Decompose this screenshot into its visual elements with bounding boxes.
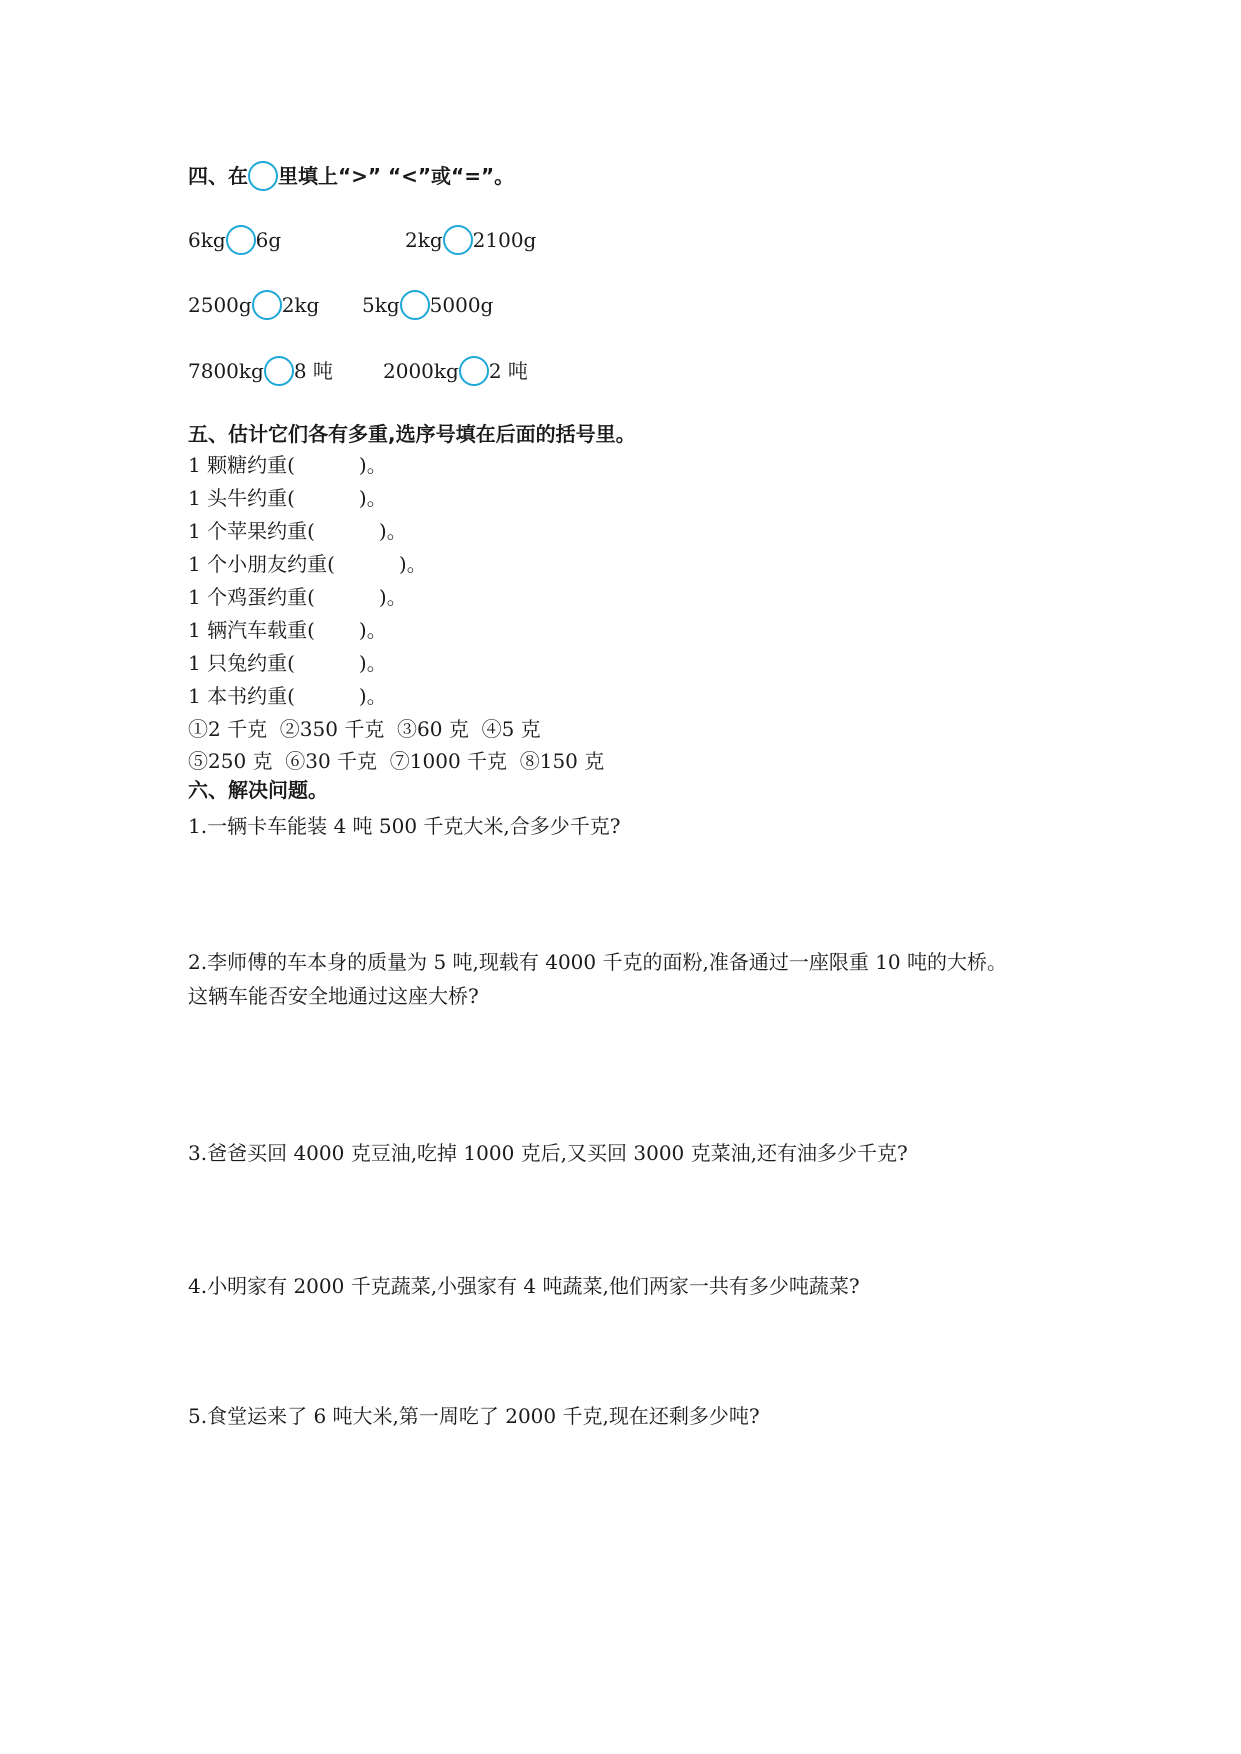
section4-title-prefix: 四、在 <box>188 164 248 188</box>
estimate-item-5: 1 个鸡蛋约重( )。 <box>188 585 407 609</box>
compare-left: 6kg <box>188 228 226 252</box>
problem-1: 1.一辆卡车能装 4 吨 500 千克大米,合多少千克? <box>188 814 621 838</box>
answer-circle-icon[interactable] <box>459 356 489 386</box>
problem-3: 3.爸爸买回 4000 克豆油,吃掉 1000 克后,又买回 3000 克菜油,还有油多少千克? <box>188 1141 908 1165</box>
compare-item-6 <box>383 355 528 386</box>
section4-title-suffix: 里填上“>” “<”或“=”。 <box>278 164 515 188</box>
estimate-item-7: 1 只兔约重( )。 <box>188 651 387 675</box>
compare-item-3 <box>188 290 319 320</box>
estimate-item-6: 1 辆汽车载重( )。 <box>188 618 387 642</box>
compare-right: 6g <box>255 228 282 252</box>
compare-item-2 <box>405 225 536 255</box>
compare-item-1 <box>188 225 281 255</box>
problem-4: 4.小明家有 2000 千克蔬菜,小强家有 4 吨蔬菜,他们两家一共有多少吨蔬菜? <box>188 1274 860 1298</box>
compare-right: 5000g <box>429 293 494 317</box>
estimate-item-1: 1 颗糖约重( )。 <box>188 453 387 477</box>
estimate-item-8: 1 本书约重( )。 <box>188 684 387 708</box>
compare-left: 7800kg <box>188 359 264 383</box>
options-line-2: ⑤250 克 ⑥30 千克 ⑦1000 千克 ⑧150 克 <box>188 749 605 773</box>
answer-circle-icon[interactable] <box>264 356 294 386</box>
compare-left: 2500g <box>188 293 252 317</box>
problem-5: 5.食堂运来了 6 吨大米,第一周吃了 2000 千克,现在还剩多少吨? <box>188 1404 760 1428</box>
compare-left: 2kg <box>405 228 443 252</box>
problem-2-continued: 这辆车能否安全地通过这座大桥? <box>188 984 479 1008</box>
options-line-1: ①2 千克 ②350 千克 ③60 克 ④5 克 <box>188 717 541 741</box>
section5-title: 五、估计它们各有多重,选序号填在后面的括号里。 <box>188 422 636 446</box>
compare-right: 8 吨 <box>293 359 333 383</box>
section4-title <box>188 160 514 191</box>
estimate-item-3: 1 个苹果约重( )。 <box>188 519 407 543</box>
answer-circle-icon[interactable] <box>443 225 473 255</box>
problem-2: 2.李师傅的车本身的质量为 5 吨,现载有 4000 千克的面粉,准备通过一座限重 10 吨的大桥。 <box>188 950 1008 974</box>
compare-left: 5kg <box>362 293 400 317</box>
answer-circle-icon[interactable] <box>252 290 282 320</box>
estimate-item-2: 1 头牛约重( )。 <box>188 486 387 510</box>
compare-right: 2 吨 <box>488 359 528 383</box>
comparison-circle-icon <box>248 161 278 191</box>
answer-circle-icon[interactable] <box>226 225 256 255</box>
compare-right: 2100g <box>472 228 537 252</box>
compare-left: 2000kg <box>383 359 459 383</box>
compare-right: 2kg <box>281 293 320 317</box>
estimate-item-4: 1 个小朋友约重( )。 <box>188 552 427 576</box>
section6-title: 六、解决问题。 <box>188 778 328 802</box>
compare-item-4 <box>362 290 493 320</box>
compare-item-5 <box>188 355 333 386</box>
answer-circle-icon[interactable] <box>400 290 430 320</box>
